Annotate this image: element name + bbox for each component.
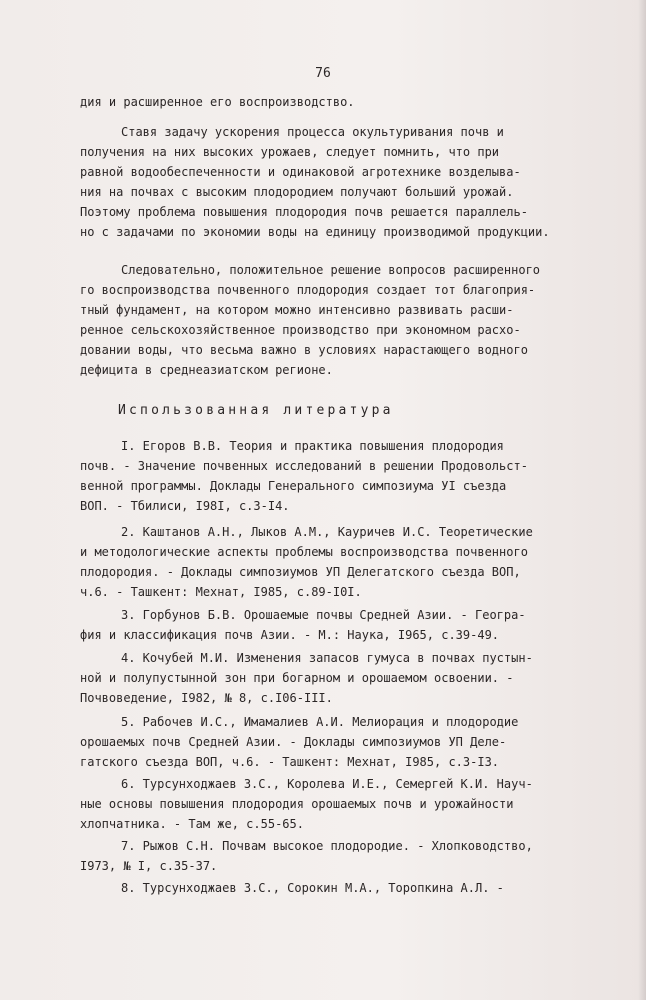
- reference-line: орошаемых почв Средней Азии. - Доклады симпозиумов УП Делe-: [80, 735, 507, 749]
- body-line: го воспроизводства почвенного плодородия создает тот благоприя-: [80, 283, 536, 297]
- reference-line: I973, № I, с.35-37.: [80, 859, 218, 873]
- body-line: ния на почвах с высоким плодородием получают больший урожай.: [80, 185, 514, 199]
- body-line: довании воды, что весьма важно в условиях нарастающего водного: [80, 343, 528, 357]
- reference-line: гатского съезда ВОП, ч.6. - Ташкент: Мехнат, I985, с.3-I3.: [80, 755, 500, 769]
- reference-line: 3. Горбунов Б.В. Орошаемые почвы Средней Азии. - Геогра-: [121, 608, 526, 622]
- reference-line: плодородия. - Доклады симпозиумов УП Делегатского съезда ВОП,: [80, 565, 521, 579]
- reference-line: I. Егоров В.В. Теория и практика повышения плодородия: [121, 439, 504, 453]
- body-line: ренное сельскохозяйственное производство при экономном расхо-: [80, 323, 521, 337]
- reference-line: 6. Турсунходжаев З.С., Королева И.Е., Семергей К.И. Науч-: [121, 777, 533, 791]
- reference-line: Почвоведение, I982, № 8, с.I06-III.: [80, 691, 333, 705]
- reference-line: ВОП. - Тбилиси, I98I, с.3-I4.: [80, 499, 290, 513]
- references-heading: Использованная литература: [118, 403, 394, 418]
- reference-line: ные основы повышения плодородия орошаемых почв и урожайности: [80, 797, 514, 811]
- page-edge-shadow: [638, 0, 646, 1000]
- reference-line: венной программы. Доклады Генерального симпозиума УI съезда: [80, 479, 507, 493]
- reference-line: 5. Рабочев И.С., Имамалиев А.И. Мелиорация и плодородие: [121, 715, 519, 729]
- reference-line: ной и полупустынной зон при богарном и орошаемом освоении. -: [80, 671, 514, 685]
- body-line: получения на них высоких урожаев, следует помнить, что при: [80, 145, 500, 159]
- body-line: дия и расширенное его воспроизводство.: [80, 95, 355, 109]
- body-line: Поэтому проблема повышения плодородия почв решается параллель-: [80, 205, 528, 219]
- body-line: Следовательно, положительное решение вопросов расширенного: [121, 263, 541, 277]
- page-number: 76: [315, 66, 331, 81]
- reference-line: и методологические аспекты проблемы воспроизводства почвенного: [80, 545, 528, 559]
- reference-line: 2. Каштанов А.Н., Лыков А.М., Кауричев И.С. Теоретические: [121, 525, 533, 539]
- reference-line: 8. Турсунходжаев З.С., Сорокин М.А., Торопкина А.Л. -: [121, 881, 504, 895]
- reference-line: ч.6. - Ташкент: Мехнат, I985, с.89-I0I.: [80, 585, 362, 599]
- reference-line: 7. Рыжов С.Н. Почвам высокое плодородие. - Хлопководство,: [121, 839, 533, 853]
- reference-line: почв. - Значение почвенных исследований в решении Продовольст-: [80, 459, 528, 473]
- body-line: тный фундамент, на котором можно интенсивно развивать расши-: [80, 303, 514, 317]
- body-line: равной водообеспеченности и одинаковой агротехнике возделыва-: [80, 165, 521, 179]
- body-line: но с задачами по экономии воды на единицу производимой продукции.: [80, 225, 550, 239]
- reference-line: фия и классификация почв Азии. - М.: Наука, I965, с.39-49.: [80, 628, 500, 642]
- body-line: дефицита в среднеазиатском регионе.: [80, 363, 333, 377]
- reference-line: 4. Кочубей М.И. Изменения запасов гумуса в почвах пустын-: [121, 651, 533, 665]
- body-line: Ставя задачу ускорения процесса окультуривания почв и: [121, 125, 504, 139]
- reference-line: хлопчатника. - Там же, с.55-65.: [80, 817, 304, 831]
